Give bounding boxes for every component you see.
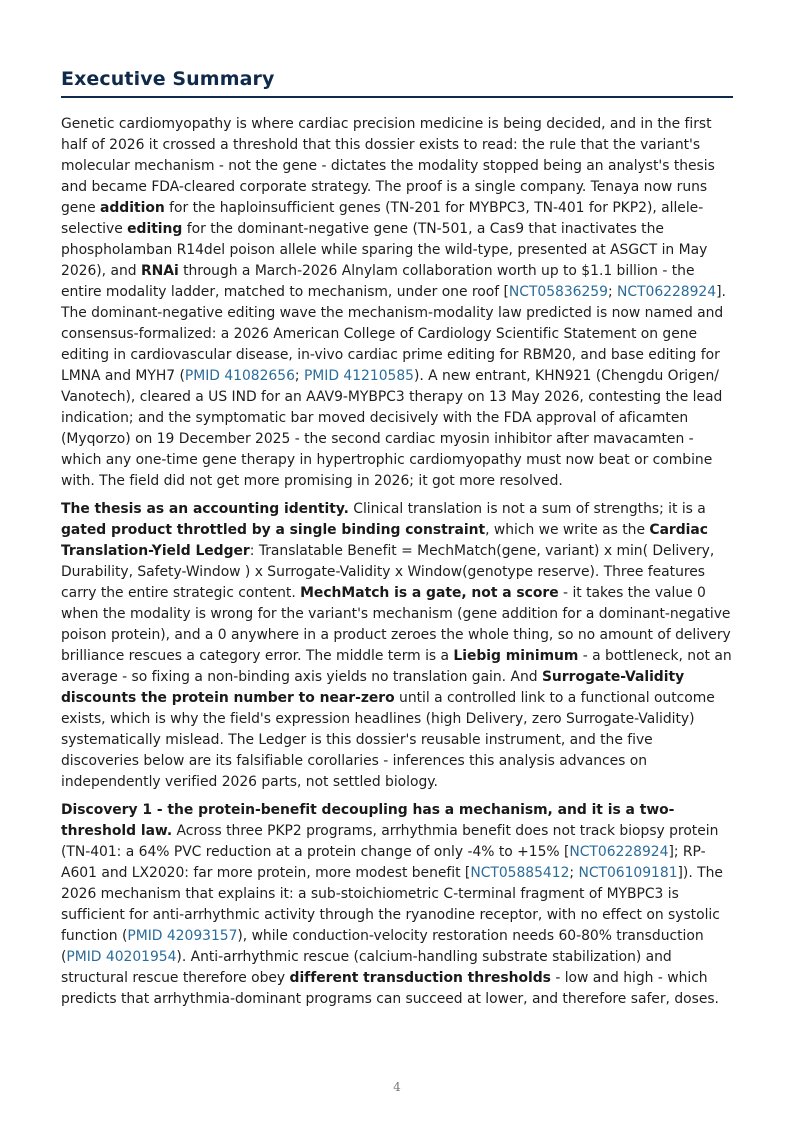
bold-phrase: RNAi bbox=[140, 263, 179, 279]
body-text: for the haploinsufficient genes (TN-201 for MYBPC3, TN-401 for PKP2), allele-selective bbox=[61, 200, 704, 237]
body-text: Clinical translation is not a sum of strengths; it is a bbox=[348, 501, 706, 517]
body-text: , which we write as the bbox=[485, 522, 650, 538]
bold-phrase: gated product throttled by a single binding constraint bbox=[61, 522, 486, 538]
bold-phrase: different transduction thresholds bbox=[289, 970, 551, 986]
body-text: ]). The 2026 mechanism that explains it: a sub-stoichiometric C-terminal fragment of MYBPC3 is sufficient for anti-arrhythmic activity through the ryanodine receptor, with no effect on systolic function ( bbox=[61, 865, 723, 944]
paragraph-thesis bbox=[61, 499, 733, 793]
body-text: ; bbox=[607, 284, 618, 300]
document-page bbox=[61, 68, 733, 1010]
reference-link[interactable]: NCT05836259 bbox=[508, 284, 608, 300]
bold-phrase: Cardiac Translation-Yield Ledger bbox=[61, 522, 708, 559]
reference-link[interactable]: PMID 41210585 bbox=[303, 368, 414, 384]
reference-link[interactable]: NCT06228924 bbox=[569, 844, 669, 860]
bold-phrase: MechMatch is a gate, not a score bbox=[300, 585, 559, 601]
body-text: Across three PKP2 programs, arrhythmia benefit does not track biopsy protein (TN-401: a 64% PVC reduction at a protein change of only -4% to +15% [ bbox=[61, 823, 719, 860]
bold-phrase: editing bbox=[127, 221, 183, 237]
bold-phrase: addition bbox=[100, 200, 165, 216]
body-text: ). Anti-arrhythmic rescue (calcium-handling substrate stabilization) and structural rescue therefore obey bbox=[61, 949, 672, 986]
reference-link[interactable]: PMID 40201954 bbox=[66, 949, 177, 965]
body-text: ]. The dominant-negative editing wave the mechanism-modality law predicted is now named and consensus-formalized: a 2026 American College of Cardiology Scientific Statement on gene editing in cardiovascular disease, in-vivo cardiac prime editing for RBM20, and base editing for LMNA and MYH7 ( bbox=[61, 284, 726, 384]
paragraph-discovery-1 bbox=[61, 800, 733, 1010]
reference-link[interactable]: NCT05885412 bbox=[470, 865, 570, 881]
reference-link[interactable]: PMID 42093157 bbox=[127, 928, 238, 944]
paragraph-intro bbox=[61, 114, 733, 492]
body-text: - a bottleneck, not an average - so fixing a non-binding axis yields no translation gain. And bbox=[61, 648, 732, 685]
bold-phrase: Discovery 1 - the protein-benefit decoupling has a mechanism, and it is a two-threshold law. bbox=[61, 802, 675, 839]
body-text: through a March-2026 Alnylam collaboration worth up to $1.1 billion - the entire modality ladder, matched to mechanism, under one roof [ bbox=[61, 263, 695, 300]
body-text: ). A new entrant, KHN921 (Chengdu Origen/ Vanotech), cleared a US IND for an AAV9-MYBPC3 therapy on 13 May 2026, contesting the lead indication; and the symptomatic bar moved decisively with the FDA approval of aficamten (Myqorzo) on 19 December 2025 - the second cardiac myosin inhibitor after mavacamten - which any one-time gene therapy in hypertrophic cardiomyopathy must now beat or combine with. The field did not get more promising in 2026; it got more resolved. bbox=[61, 368, 723, 489]
body-text: Genetic cardiomyopathy is where cardiac precision medicine is being decided, and in the first half of 2026 it crossed a threshold that this dossier exists to read: the rule that the variant's molecular mechanism - not the gene - dictates the modality stopped being an analyst's thesis and became FDA-cleared corporate strategy. The proof is a single company. Tenaya now runs gene bbox=[61, 116, 715, 216]
bold-phrase: Liebig minimum bbox=[453, 648, 579, 664]
reference-link[interactable]: PMID 41082656 bbox=[184, 368, 295, 384]
reference-link[interactable]: NCT06109181 bbox=[578, 865, 678, 881]
body-text: - it takes the value 0 when the modality is wrong for the variant's mechanism (gene addition for a dominant-negative poison protein), and a 0 anywhere in a product zeroes the whole thing, so no amount of delivery brilliance rescues a category error. The middle term is a bbox=[61, 585, 731, 664]
body-text: ), while conduction-velocity restoration needs 60-80% transduction ( bbox=[61, 928, 704, 965]
bold-phrase: The thesis as an accounting identity. bbox=[61, 501, 349, 517]
page-number: 4 bbox=[393, 1080, 401, 1094]
body-text: - low and high - which predicts that arrhythmia-dominant programs can succeed at lower, and therefore safer, doses. bbox=[61, 970, 719, 1007]
body-text: : Translatable Benefit = MechMatch(gene, variant) x min( Delivery, Durability, Safety-Window ) x Surrogate-Validity x Window(genotype reserve). Three features carry the entire strategic content. bbox=[61, 543, 715, 601]
bold-phrase: Surrogate-Validity discounts the protein number to near-zero bbox=[61, 669, 685, 706]
body-text: for the dominant-negative gene (TN-501, a Cas9 that inactivates the phospholamban R14del poison allele while sparing the wild-type, presented at ASGCT in May 2026), and bbox=[61, 221, 708, 279]
section-heading: Executive Summary bbox=[61, 68, 733, 98]
body-text: ; bbox=[569, 865, 579, 881]
body-text: until a controlled link to a functional outcome exists, which is why the field's expression headlines (high Delivery, zero Surrogate-Validity) systematically mislead. The Ledger is this dossier's reusable instrument, and the five discoveries below are its falsifiable corollaries - inferences this analysis advances on independently verified 2026 parts, not settled biology. bbox=[61, 690, 715, 790]
body-text: ; bbox=[294, 368, 304, 384]
body-text: ]; RP-A601 and LX2020: far more protein, more modest benefit [ bbox=[61, 844, 706, 881]
reference-link[interactable]: NCT06228924 bbox=[617, 284, 717, 300]
